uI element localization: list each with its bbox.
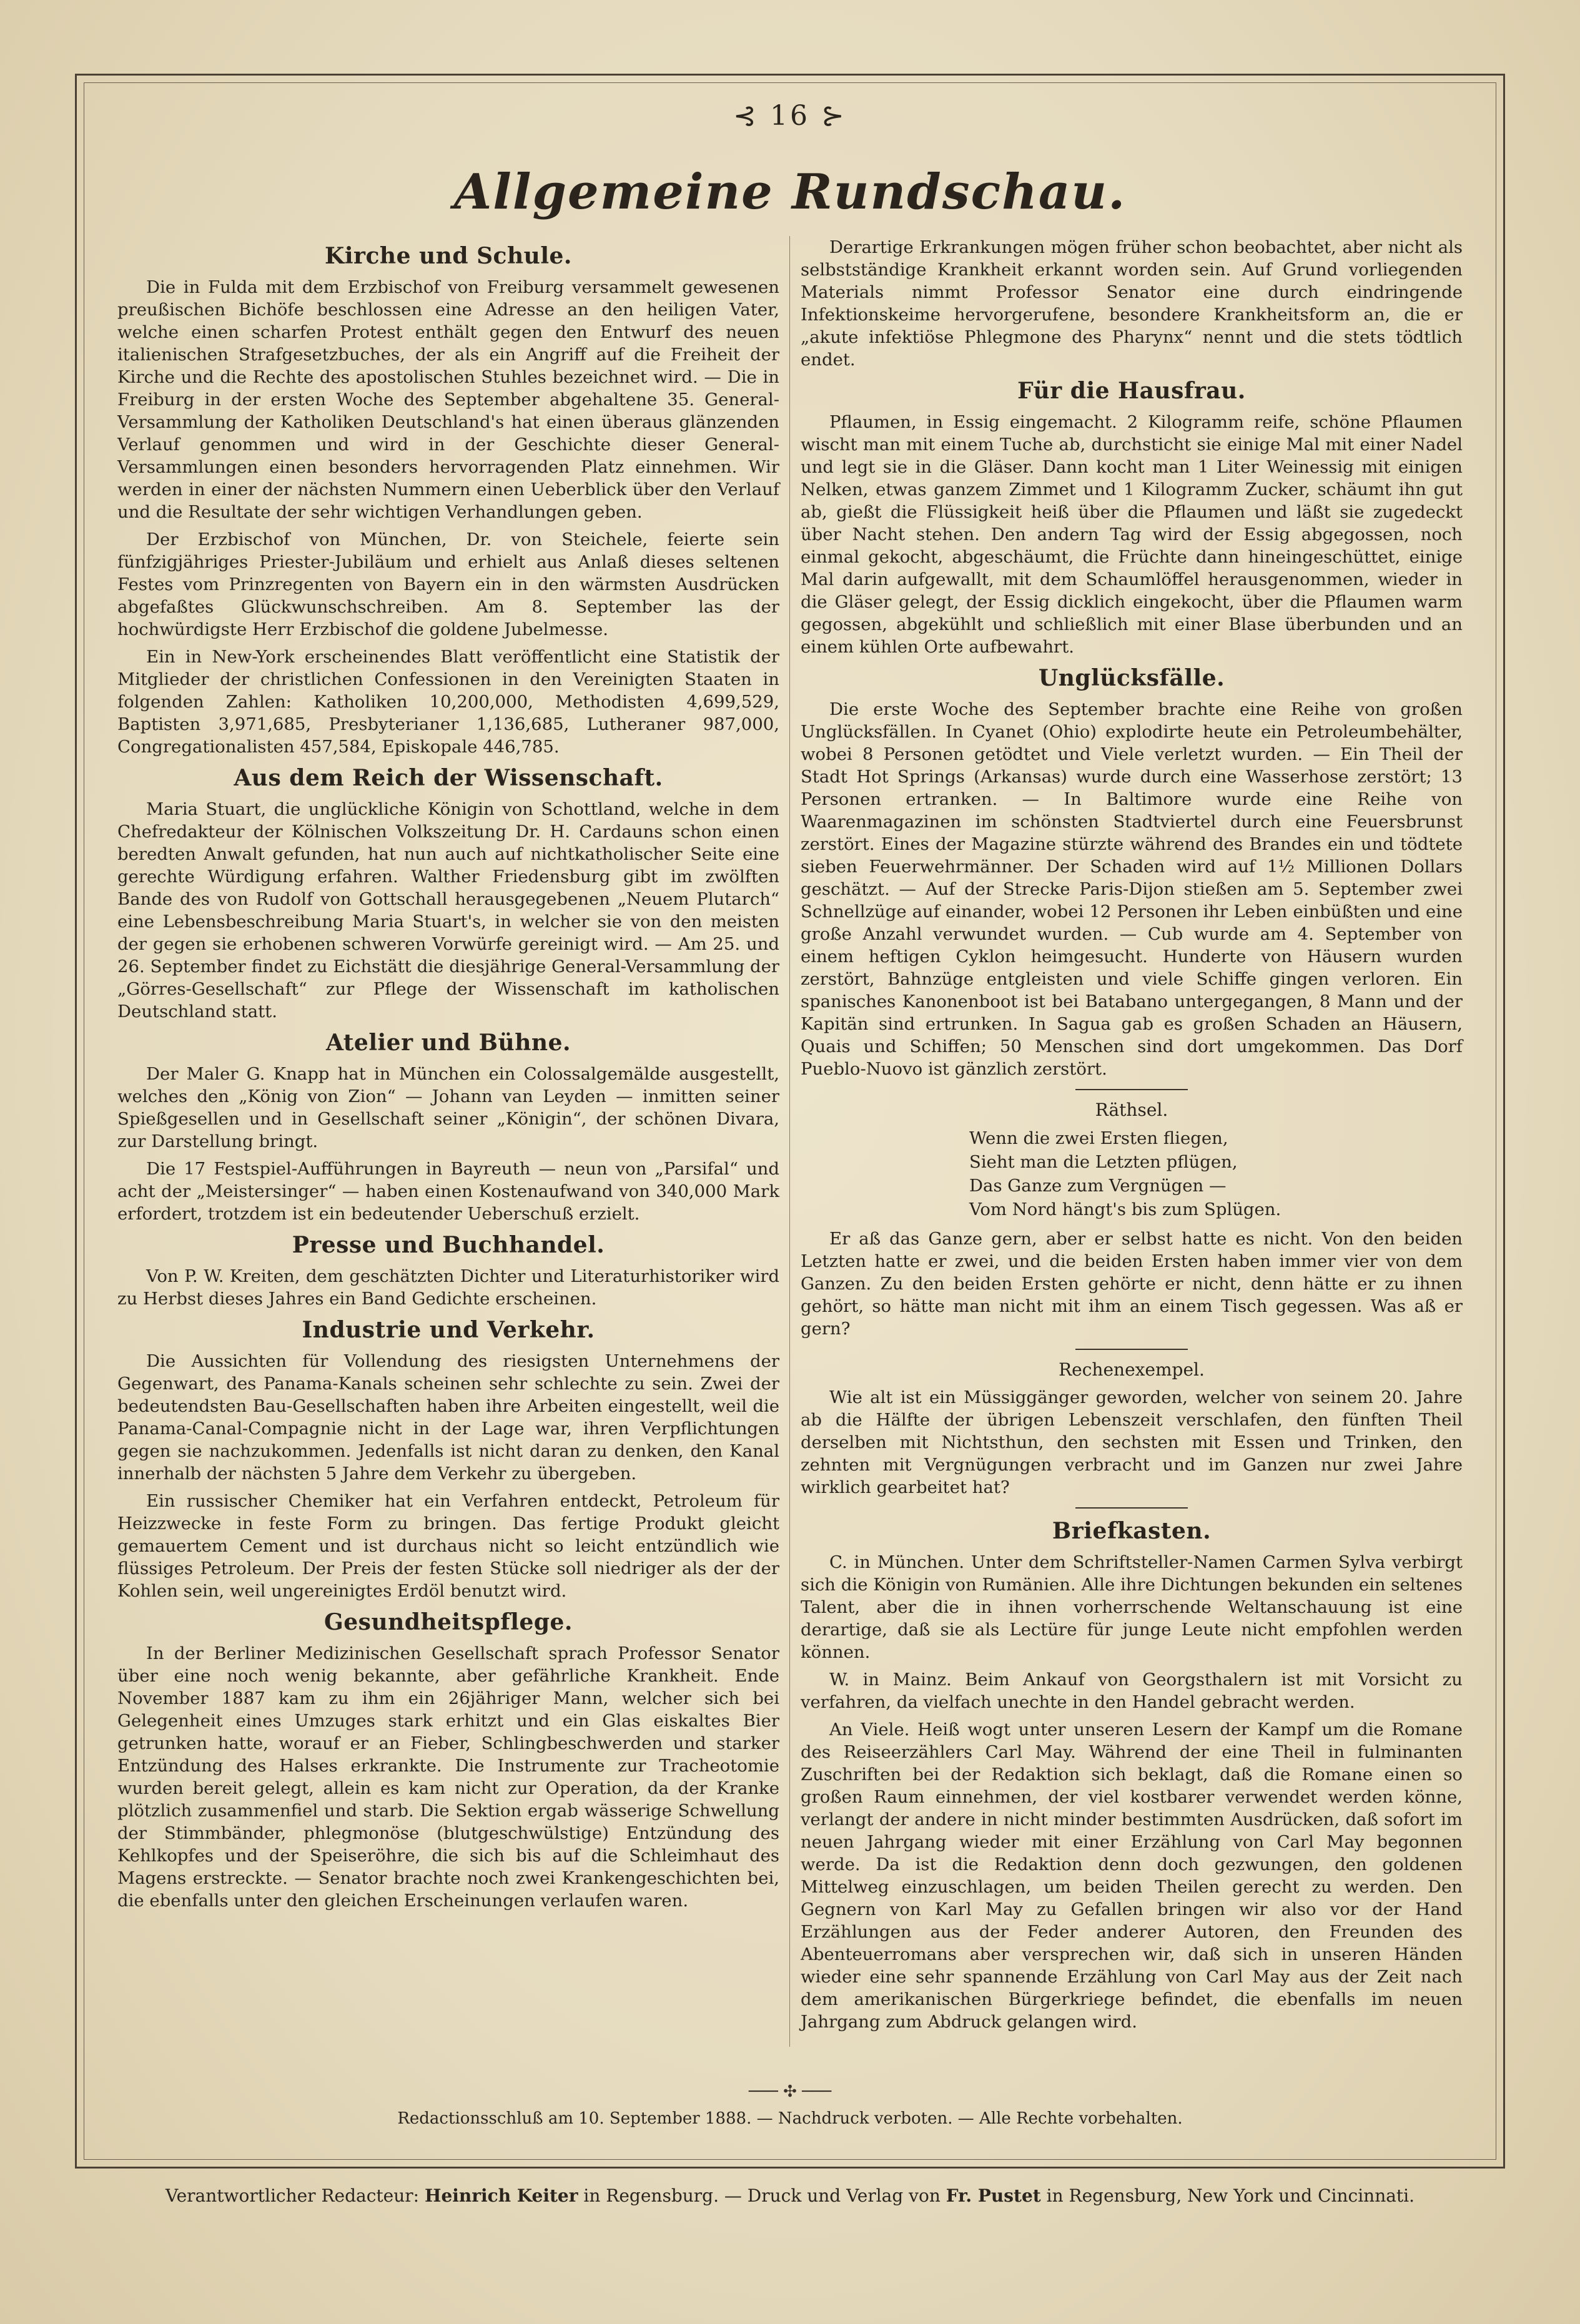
- page-number-value: 16: [770, 100, 810, 132]
- imprint-publisher: Fr. Pustet: [946, 2185, 1041, 2206]
- subheading: Rechenexempel.: [1059, 1359, 1205, 1380]
- poem-line: Vom Nord hängt's bis zum Splügen.: [969, 1199, 1281, 1219]
- imprint-editor: Heinrich Keiter: [425, 2185, 578, 2206]
- footer-ornament: ─── ✣ ───: [748, 2082, 832, 2101]
- paragraph: C. in München. Unter dem Schriftsteller-Namen Carmen Sylva verbirgt sich die Königin von Rumänien. Alle ihre Dichtungen bekunden ein seltenes Talent, aber die in ihnen vorherrschende Weltanschauung ist eine derartige, daß sie als Lectüre für junge Leute nicht empfohlen werden können.: [801, 1552, 1463, 1662]
- page-title: Allgemeine Rundschau.: [453, 164, 1127, 220]
- section-heading: Industrie und Verkehr.: [302, 1317, 595, 1343]
- poem-line: Sieht man die Letzten pflügen,: [969, 1152, 1238, 1172]
- section-heading: Presse und Buchhandel.: [292, 1232, 605, 1258]
- section-heading: Aus dem Reich der Wissenschaft.: [234, 765, 663, 791]
- imprint-middle: in Regensburg. — Druck und Verlag von: [583, 2185, 941, 2206]
- poem: [801, 1126, 1463, 1221]
- paragraph: Derartige Erkrankungen mögen früher schon beobachtet, aber nicht als selbstständige Krankheit erkannt worden sein. Auf Grund vorliegenden Materials nimmt Professor Senator eine durch eindringende Infektionskeime hervorgerufene, besondere Krankheitsform an, die er „akute infektiöse Phlegmone des Pharynx“ nennt und die stets tödtlich endet.: [801, 237, 1463, 370]
- column-divider: [789, 236, 791, 2047]
- paragraph: Die Aussichten für Vollendung des riesigsten Unternehmens der Gegenwart, des Panama-Kanals scheinen sehr schlechte zu sein. Zwei der bedeutendsten Bau-Gesellschaften haben ihre Arbeiten eingestellt, weil die Panama-Canal-Compagnie nicht in der Lage war, ihren Verpflichtungen gegen sie nachzukommen. Jedenfalls ist nicht daran zu denken, den Kanal innerhalb der nächsten 5 Jahre dem Verkehr zu übergeben.: [117, 1351, 779, 1484]
- paragraph: Der Maler G. Knapp hat in München ein Colossalgemälde ausgestellt, welches den „König von Zion“ — Johann van Leyden — inmitten seiner Spießgesellen und in Gesellschaft seiner „Königin“, der schönen Divara, zur Darstellung bringt.: [117, 1064, 779, 1151]
- section-heading: Gesundheitspflege.: [324, 1609, 573, 1635]
- paragraph: Der Erzbischof von München, Dr. von Steichele, feierte sein fünfzigjähriges Priester-Jubiläum und erhielt aus Anlaß dieses seltenen Festes vom Prinzregenten von Bayern ein in den wärmsten Ausdrücken abgefaßtes Glückwunschschreiben. Am 8. September las der hochwürdigste Herr Erzbischof die goldene Jubelmesse.: [117, 529, 779, 639]
- paragraph: Maria Stuart, die unglückliche Königin von Schottland, welche in dem Chefredakteur der Kölnischen Volkszeitung Dr. H. Cardauns schon einen beredten Anwalt gefunden, hat nun auch auf nichtkatholischer Seite eine gerechte Würdigung erfahren. Walther Friedensburg gibt im zwölften Bande des von Rudolf von Gottschall herausgegebenen „Neuem Plutarch“ eine Lebensbeschreibung Maria Stuart's, in welcher sie von den meisten der gegen sie erhobenen schweren Vorwürfe gereinigt wird. — Am 25. und 26. September findet zu Eichstätt die diesjährige General-Versammlung der „Görres-Gesellschaft“ zur Pflege der Wissenschaft im katholischen Deutschland statt.: [117, 799, 779, 1022]
- left-column: [117, 236, 779, 1917]
- paragraph: W. in Mainz. Beim Ankauf von Georgsthalern ist mit Vorsicht zu verfahren, da vielfach unechte in den Handel gebracht werden.: [801, 1670, 1463, 1712]
- poem-line: Das Ganze zum Vergnügen —: [969, 1176, 1227, 1196]
- paragraph: Die in Fulda mit dem Erzbischof von Freiburg versammelt gewesenen preußischen Bichöfe beschlossen eine Adresse an den heiligen Vater, welche einen scharfen Protest enthält gegen den Entwurf des neuen italienischen Strafgesetzbuches, der als ein Angriff auf die Freiheit der Kirche und die Rechte des apostolischen Stuhles bezeichnet wird. — Die in Freiburg in der ersten Woche des September abgehaltene 35. General-Versammlung der Katholiken Deutschland's hat einen überaus glänzenden Verlauf genommen und wird in der Geschichte dieser General-Versammlungen einen besonders hervorragenden Platz einnehmen. Wir werden in einer der nächsten Nummern einen Ueberblick über den Verlauf und die Resultate der sehr wichtigen Verhandlungen geben.: [117, 277, 779, 522]
- imprint-label: Verantwortlicher Redacteur:: [165, 2185, 420, 2206]
- paragraph: Ein russischer Chemiker hat ein Verfahren entdeckt, Petroleum für Heizzwecke in feste Form zu bringen. Das fertige Produkt gleicht gemauertem Cement und ist durchaus nicht so leicht entzündlich wie flüssiges Petroleum. Der Preis der festen Stücke soll niedriger als der der Kohlen sein, weil ungereinigtes Erdöl benutzt wird.: [117, 1491, 779, 1601]
- paragraph: Pflaumen, in Essig eingemacht. 2 Kilogramm reife, schöne Pflaumen wischt man mit einem Tuche ab, durchsticht sie einige Mal mit einer Nadel und legt sie in die Gläser. Dann kocht man 1 Liter Weinessig mit einigen Nelken, etwas ganzem Zimmet und 1 Kilogramm Zucker, schäumt ihn gut ab, gießt die Flüssigkeit heiß über die Pflaumen und läßt sie zugedeckt über Nacht stehen. Den andern Tag wird der Essig abgegossen, noch einmal gekocht, abgeschäumt, die Früchte dann hineingeschüttet, einige Mal darin aufgewallt, mit dem Schaumlöffel herausgenommen, wieder in die Gläser gelegt, der Essig dicklich eingekocht, über die Pflaumen warm gegossen, abgekühlt und schließlich mit einer Blase überbunden und an einem kühlen Orte aufbewahrt.: [801, 412, 1463, 657]
- paragraph: Wie alt ist ein Müssiggänger geworden, welcher von seinem 20. Jahre ab die Hälfte der übrigen Lebenszeit verschlafen, den fünften Theil derselben mit Nichtsthun, den sechsten mit Essen und Trinken, den zehnten mit Vergnügungen verbracht und im Ganzen nur zwei Jahre wirklich gearbeitet hat?: [801, 1387, 1463, 1497]
- divider-rule: [1075, 1507, 1188, 1509]
- imprint-end: in Regensburg, New York und Cincinnati.: [1046, 2185, 1415, 2206]
- page-number-ornament-right: ⊱: [821, 100, 847, 132]
- editorial-deadline-note: Redactionsschluß am 10. September 1888. — Nachdruck verboten. — Alle Rechte vorbehalten.: [397, 2109, 1183, 2128]
- paragraph: Die 17 Festspiel-Aufführungen in Bayreuth — neun von „Parsifal“ und acht der „Meistersinger“ — haben einen Kostenaufwand von 340,000 Mark erfordert, trotzdem ist ein bedeutender Ueberschuß erzielt.: [117, 1159, 779, 1224]
- paragraph: Er aß das Ganze gern, aber er selbst hatte es nicht. Von den beiden Letzten hatte er zwei, und die beiden Ersten haben immer vier von dem Ganzen. Zu den beiden Ersten gehörte er nicht, denn hätte er zu ihnen gehört, so hätte man nicht mit ihm an einem Tisch gegessen. Was aß er gern?: [801, 1229, 1463, 1339]
- section-heading: Unglücksfälle.: [1038, 665, 1225, 691]
- paragraph: Die erste Woche des September brachte eine Reihe von großen Unglücksfällen. In Cyanet (Ohio) explodirte heute ein Petroleumbehälter, wobei 8 Personen getödtet und Viele verletzt wurden. — Ein Theil der Stadt Hot Springs (Arkansas) wurde durch eine Wasserhose zerstört; 13 Personen ertranken. — In Baltimore wurde eine Reihe von Waarenmagazinen im schönsten Stadtviertel durch eine Feuersbrunst zerstört. Eines der Magazine stürzte während des Brandes ein und tödtete sieben Feuerwehrmänner. Der Schaden wird auf 1½ Millionen Dollars geschätzt. — Auf der Strecke Paris-Dijon stießen am 5. September zwei Schnellzüge auf einander, wobei 12 Personen ihr Leben einbüßten und eine große Anzahl verwundet wurden. — Cub wurde am 4. September von einem heftigen Cyklon heimgesucht. Hunderte von Häusern wurden zerstört, Bahnzüge entgleisten und viele Schiffe gingen verloren. Ein spanisches Kanonenboot ist bei Batabano untergegangen, 8 Mann und der Kapitän sind ertrunken. In Sagua gab es großen Schaden an Häusern, Quais und Schiffen; 50 Menschen sind dort umgekommen. Das Dorf Pueblo-Nuovo ist gänzlich zerstört.: [801, 699, 1463, 1079]
- right-column: [801, 236, 1463, 2038]
- page-number: [696, 100, 884, 132]
- imprint-line: [75, 2185, 1505, 2206]
- divider-rule: [1075, 1089, 1188, 1090]
- poem-line: Wenn die zwei Ersten fliegen,: [969, 1128, 1228, 1148]
- paragraph: An Viele. Heiß wogt unter unseren Lesern der Kampf um die Romane des Reiseerzählers Carl May. Während der eine Theil in fulminanten Zuschriften bei der Redaktion sich beklagt, daß die Romane einen so großen Raum einnehmen, der viel kostbarer verwendet werden könne, verlangt der andere in nicht minder bestimmten Ausdrücken, daß sofort im neuen Jahrgang wieder mit einer Erzählung von Carl May begonnen werde. Da ist die Redaktion denn doch gezwungen, den goldenen Mittelweg einzuschlagen, um beiden Theilen gerecht zu werden. Den Gegnern von Karl May zu Gefallen bringen wir also vor der Hand Erzählungen aus der Feder anderer Autoren, den Freunden des Abenteuerromans aber versprechen wir, daß sich in unseren Händen wieder eine sehr spannende Erzählung von Carl May aus der Zeit nach dem amerikanischen Bürgerkriege befindet, die ebenfalls im neuen Jahrgang zum Abdruck gelangen wird.: [801, 1720, 1463, 2032]
- subheading: Räthsel.: [1095, 1100, 1168, 1120]
- section-heading: Briefkasten.: [1052, 1518, 1212, 1544]
- paragraph: Ein in New-York erscheinendes Blatt veröffentlicht eine Statistik der Mitglieder der christlichen Confessionen in den Vereinigten Staaten in folgenden Zahlen: Katholiken 10,200,000, Methodisten 4,699,529, Baptisten 3,971,685, Presbyterianer 1,136,685, Lutheraner 987,000, Congregationalisten 457,584, Episkopale 446,785.: [117, 647, 779, 757]
- page-number-ornament-left: ⊰: [733, 100, 759, 132]
- section-heading: Atelier und Bühne.: [325, 1030, 571, 1056]
- section-heading: Kirche und Schule.: [325, 243, 572, 269]
- paragraph: In der Berliner Medizinischen Gesellschaft sprach Professor Senator über eine noch wenig bekannte, aber gefährliche Krankheit. Ende November 1887 kam zu ihm ein 26jähriger Mann, welcher sich bei Gelegenheit eines Umzuges stark erhitzt und ein Glas eiskaltes Bier getrunken hatte, worauf er an Fieber, Schlingbeschwerden und starker Entzündung des Halses erkrankte. Die Instrumente zur Tracheotomie wurden bereit gelegt, allein es kam nicht zur Operation, da der Kranke plötzlich zusammenfiel und starb. Die Sektion ergab wässerige Schwellung der Stimmbänder, phlegmonöse (blutgeschwülstige) Entzündung des Kehlkopfes und der Speiseröhre, die sich bis auf die Schleimhaut des Magens erstreckte. — Senator brachte noch zwei Krankengeschichten bei, die ebenfalls unter den gleichen Erscheinungen verlaufen waren.: [117, 1643, 779, 1911]
- divider-rule: [1075, 1349, 1188, 1350]
- paragraph: Von P. W. Kreiten, dem geschätzten Dichter und Literaturhistoriker wird zu Herbst dieses Jahres ein Band Gedichte erscheinen.: [117, 1266, 779, 1309]
- section-heading: Für die Hausfrau.: [1017, 378, 1246, 404]
